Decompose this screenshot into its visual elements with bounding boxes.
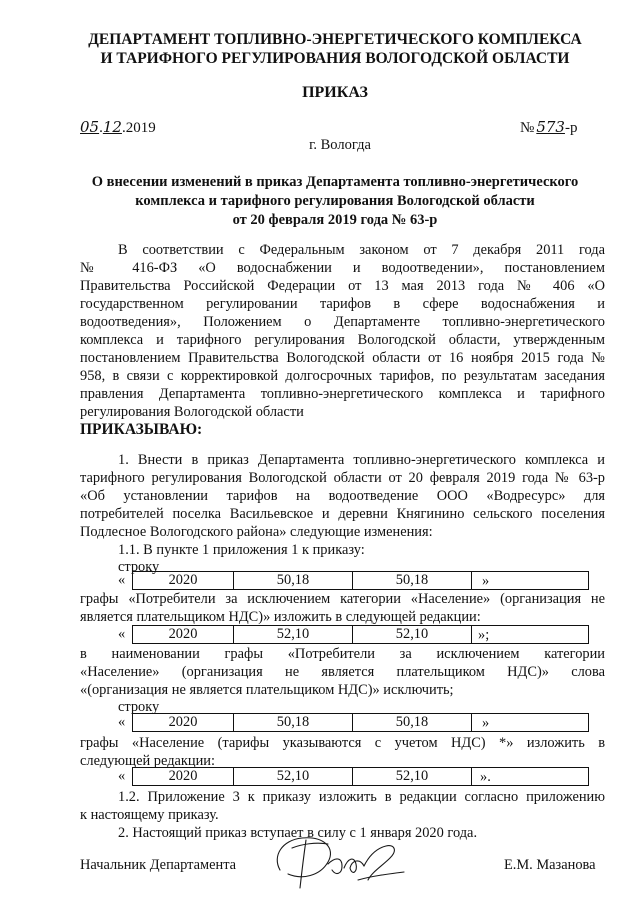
naming-line: «Население» (организация не является плательщиком НДС)» слова: [80, 664, 605, 680]
preamble-line: Правительства Российской Федерации от 13 мая 2013 года № 406 «О: [80, 278, 605, 294]
item1-line: «Об установлении тарифов на водоотведение ООО «Водресурс» для: [80, 488, 605, 504]
quote-close: »: [482, 573, 490, 589]
preamble-line: № 416-ФЗ «О водоснабжении и водоотведении», постановлением: [80, 260, 605, 276]
table-row-old-2: [118, 713, 498, 732]
date-month: 12: [102, 118, 122, 136]
table-cell-year: 2020: [133, 626, 234, 643]
table-row-old-1: [118, 571, 498, 590]
table-cell-year: 2020: [133, 768, 234, 785]
tariff-table: [132, 767, 589, 786]
table-cell-empty: [472, 714, 587, 731]
line-word: строку: [118, 699, 160, 715]
tariff-table: [132, 713, 589, 732]
item1-2-line: 1.2. Приложение 3 к приказу изложить в редакции согласно приложению: [118, 789, 605, 805]
table-cell-empty: [472, 572, 587, 589]
item2: 2. Настоящий приказ вступает в силу с 1 января 2020 года.: [118, 825, 478, 841]
table-row-new-1: [118, 625, 498, 644]
naming-line: в наименовании графы «Потребители за исключением категории: [80, 646, 605, 662]
quote-open: «: [118, 714, 126, 730]
quote-close: »: [482, 715, 490, 731]
number-suffix: -р: [564, 120, 578, 136]
quote-open: «: [118, 626, 126, 642]
table-cell-value: 50,18: [234, 572, 353, 589]
table-cell-value: 50,18: [234, 714, 353, 731]
quote-open: «: [118, 768, 126, 784]
signatory-position: Начальник Департамента: [80, 857, 237, 873]
quote-open: «: [118, 572, 126, 588]
preamble-line: комплекса и тарифного регулирования Вологодской области, утвержденным: [80, 332, 605, 348]
number-value: 573: [536, 118, 565, 136]
item1-line: потребителей поселка Васильевское и деревни Княгинино сельского поселения: [80, 506, 605, 522]
doc-type: ПРИКАЗ: [302, 84, 368, 101]
city: г. Вологда: [309, 137, 371, 153]
table-cell-year: 2020: [133, 572, 234, 589]
order-date: 05.12.2019: [80, 118, 156, 136]
table-row-new-2: [118, 767, 498, 786]
graph1-line: является плательщиком НДС)» изложить в следующей редакции:: [80, 609, 481, 625]
item1-line: Подлесное Вологодского района» следующие изменения:: [80, 524, 433, 540]
preamble-line: государственном регулировании тарифов в сфере водоснабжения и: [80, 296, 605, 312]
preamble-line: регулирования Вологодской области: [80, 404, 304, 420]
item1-line: 1. Внести в приказ Департамента топливно-энергетического комплекса и: [118, 452, 605, 468]
line-word: строку: [118, 559, 160, 575]
table-cell-value: 52,10: [234, 626, 353, 643]
graph1-line: графы «Потребители за исключением категории «Население» (организация не: [80, 591, 605, 607]
table-cell-value: 50,18: [353, 714, 472, 731]
preamble-line: правления Департамента топливно-энергетического комплекса и тарифного: [80, 386, 605, 402]
preamble-line: В соответствии с Федеральным законом от 7 декабря 2011 года: [118, 242, 605, 258]
item1-2-line: к настоящему приказу.: [80, 807, 219, 823]
item1-1: 1.1. В пункте 1 приложения 1 к приказу:: [118, 542, 365, 558]
quote-close: »;: [478, 627, 490, 643]
signatory-name: Е.М. Мазанова: [504, 857, 596, 873]
date-day: 05: [80, 118, 100, 136]
table-cell-value: 52,10: [234, 768, 353, 785]
table-cell-value: 52,10: [353, 768, 472, 785]
table-cell-value: 52,10: [353, 626, 472, 643]
department-name-line2: И ТАРИФНОГО РЕГУЛИРОВАНИЯ ВОЛОГОДСКОЙ ОБЛАСТИ: [100, 50, 570, 67]
naming-line: «(организация не является плательщиком НДС)» исключить;: [80, 682, 454, 698]
department-name-line1: ДЕПАРТАМЕНТ ТОПЛИВНО-ЭНЕРГЕТИЧЕСКОГО КОМПЛЕКСА: [88, 31, 582, 48]
preamble-line: водоотведения», Положением о Департаменте топливно-энергетического: [80, 314, 605, 330]
quote-close: ».: [480, 769, 491, 785]
number-sign: №: [520, 120, 535, 136]
tariff-table: [132, 625, 589, 644]
order-word: ПРИКАЗЫВАЮ:: [80, 421, 203, 438]
table-cell-empty: [472, 626, 587, 643]
date-year: .2019: [121, 120, 156, 136]
title-line1: О внесении изменений в приказ Департамента топливно-энергетического: [91, 174, 579, 190]
title-line2: комплекса и тарифного регулирования Вологодской области: [135, 193, 535, 209]
tariff-table: [132, 571, 589, 590]
preamble-line: 958, в связи с корректировкой долгосрочных тарифов, по результатам заседания: [80, 368, 605, 384]
handwritten-signature: [262, 818, 412, 898]
table-cell-year: 2020: [133, 714, 234, 731]
item1-line: тарифного регулирования Вологодской области от 20 февраля 2019 года № 63-р: [80, 470, 605, 486]
title-line3: от 20 февраля 2019 года № 63-р: [232, 212, 438, 228]
graph2-line: графы «Население (тарифы указываются с учетом НДС) *» изложить в: [80, 735, 605, 751]
graph2-line: следующей редакции:: [80, 753, 215, 769]
preamble-line: постановлением Правительства Вологодской области от 16 ноября 2015 года №: [80, 350, 605, 366]
table-cell-value: 50,18: [353, 572, 472, 589]
order-number: [520, 118, 577, 137]
